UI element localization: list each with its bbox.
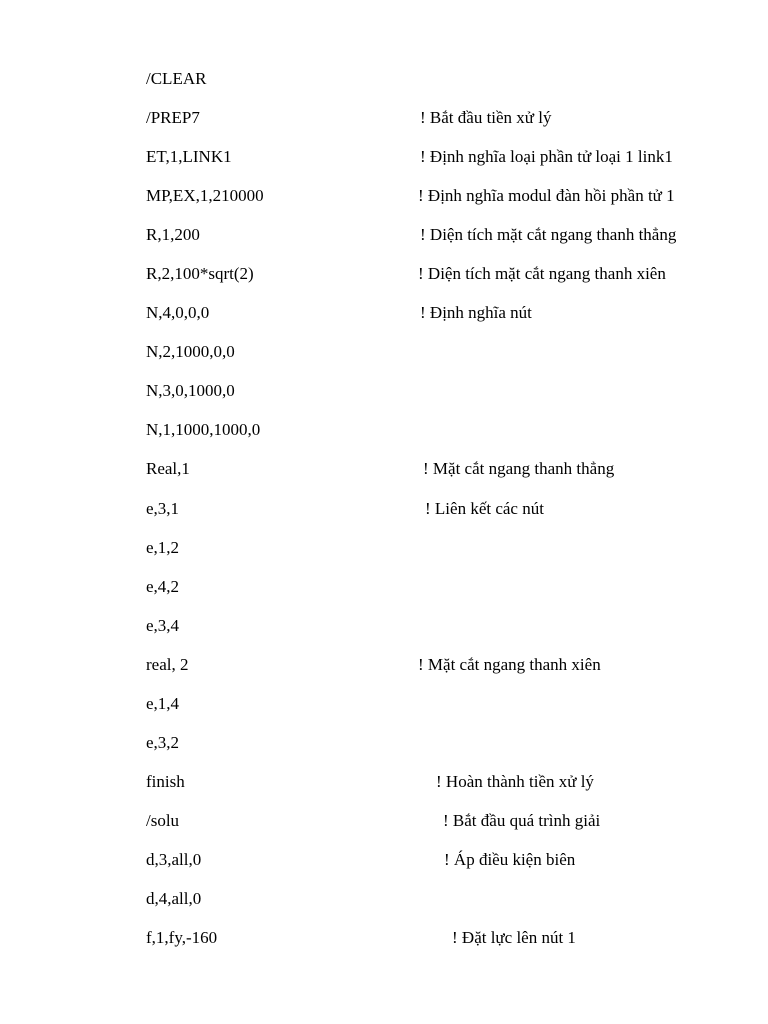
comment-text: ! Bắt đầu quá trình giải	[443, 811, 601, 830]
comment-text: ! Mặt cắt ngang thanh xiên	[418, 655, 601, 674]
comment-text: ! Mặt cắt ngang thanh thẳng	[423, 459, 615, 478]
code-line	[0, 106, 768, 130]
comment-text: ! Liên kết các nút	[425, 499, 544, 518]
command-text: e,1,2	[146, 538, 180, 557]
command-text: e,4,2	[146, 577, 180, 596]
code-line	[0, 887, 768, 911]
command-text: ET,1,LINK1	[146, 147, 232, 166]
code-line	[0, 418, 768, 442]
comment-text: ! Hoàn thành tiền xử lý	[436, 772, 594, 791]
command-text: finish	[146, 772, 185, 791]
comment-text: ! Áp điều kiện biên	[444, 850, 576, 869]
code-line	[0, 457, 768, 481]
comment-text: ! Diện tích mặt cắt ngang thanh xiên	[418, 264, 666, 283]
code-line	[0, 809, 768, 833]
command-text: e,1,4	[146, 694, 180, 713]
code-line	[0, 497, 768, 521]
code-line	[0, 223, 768, 247]
command-text: f,1,fy,-160	[146, 928, 218, 947]
code-line	[0, 614, 768, 638]
code-line	[0, 731, 768, 755]
comment-text: ! Đặt lực lên nút 1	[452, 928, 576, 947]
code-line	[0, 184, 768, 208]
code-line	[0, 926, 768, 950]
command-text: Real,1	[146, 459, 190, 478]
code-line	[0, 145, 768, 169]
code-line	[0, 536, 768, 560]
code-line	[0, 67, 768, 91]
comment-text: ! Diện tích mặt cắt ngang thanh thẳng	[420, 225, 677, 244]
code-line	[0, 575, 768, 599]
command-text: R,2,100*sqrt(2)	[146, 264, 254, 283]
code-line	[0, 340, 768, 364]
command-text: d,3,all,0	[146, 850, 202, 869]
command-text: N,2,1000,0,0	[146, 342, 235, 361]
code-line	[0, 692, 768, 716]
comment-text: ! Định nghĩa modul đàn hồi phần tử 1	[418, 186, 675, 205]
comment-text: ! Định nghĩa loại phần tử loại 1 link1	[420, 147, 673, 166]
comment-text: ! Định nghĩa nút	[420, 303, 532, 322]
command-text: real, 2	[146, 655, 189, 674]
command-text: N,4,0,0,0	[146, 303, 210, 322]
code-line	[0, 653, 768, 677]
command-text: /PREP7	[146, 108, 200, 127]
command-text: e,3,2	[146, 733, 180, 752]
code-line	[0, 379, 768, 403]
command-text: R,1,200	[146, 225, 200, 244]
command-text: /CLEAR	[146, 69, 207, 88]
code-line	[0, 301, 768, 325]
comment-text: ! Bắt đầu tiền xử lý	[420, 108, 552, 127]
command-text: e,3,1	[146, 499, 180, 518]
command-text: N,3,0,1000,0	[146, 381, 235, 400]
code-line	[0, 848, 768, 872]
command-text: e,3,4	[146, 616, 180, 635]
command-text: N,1,1000,1000,0	[146, 420, 261, 439]
command-text: d,4,all,0	[146, 889, 202, 908]
command-text: /solu	[146, 811, 180, 830]
code-line	[0, 262, 768, 286]
code-line	[0, 770, 768, 794]
command-text: MP,EX,1,210000	[146, 186, 264, 205]
